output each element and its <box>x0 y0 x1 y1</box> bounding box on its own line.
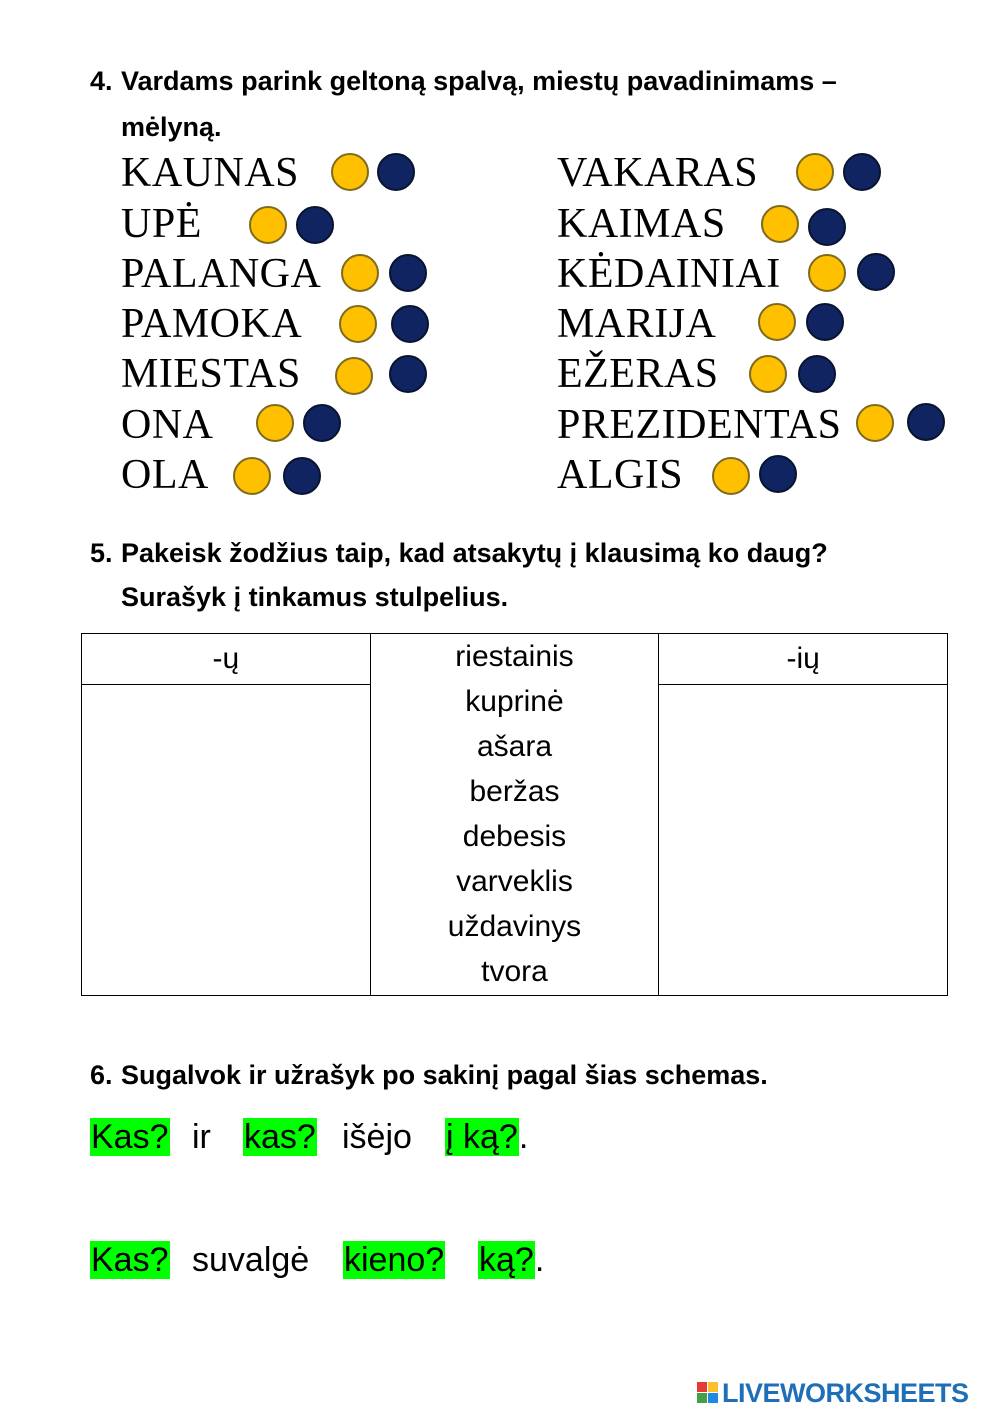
exercise-6-text: Sugalvok ir užrašyk po sakinį pagal šias schemas. <box>121 1060 768 1090</box>
blue-choice-kaunas[interactable] <box>377 153 415 191</box>
blue-choice-kaimas[interactable] <box>808 208 846 246</box>
scheme-2-word-2: suvalgė <box>192 1241 310 1279</box>
blue-choice-miestas[interactable] <box>389 355 427 393</box>
word-algis: ALGIS <box>557 452 684 498</box>
scheme-1-word-3-wrap <box>243 1113 317 1161</box>
exercise-5-line1: Pakeisk žodžius taip, kad atsakytų į klausimą ko daug? <box>121 538 828 568</box>
word-palanga: PALANGA <box>121 251 322 297</box>
scheme-1-period: . <box>518 1118 529 1156</box>
word-kaimas: KAIMAS <box>557 201 726 247</box>
scheme-2-word-3-wrap <box>343 1236 445 1284</box>
blue-choice-ola[interactable] <box>283 457 321 495</box>
word-bank-item: debesis <box>462 820 567 853</box>
word-bank-item: beržas <box>469 775 560 808</box>
yellow-choice-miestas[interactable] <box>335 357 373 395</box>
exercise-4-line1: Vardams parink geltoną spalvą, miestų pavadinimams – <box>121 66 837 96</box>
scheme-1-word-1: Kas? <box>91 1118 169 1156</box>
column-header-iu: -ių <box>659 634 948 685</box>
sorting-table <box>81 633 948 996</box>
word-prezidentas: PREZIDENTAS <box>557 402 842 448</box>
word-pamoka: PAMOKA <box>121 301 303 347</box>
blue-choice-pamoka[interactable] <box>391 305 429 343</box>
scheme-1 <box>90 1113 170 1161</box>
yellow-choice-marija[interactable] <box>758 303 796 341</box>
yellow-choice-prezidentas[interactable] <box>856 404 894 442</box>
yellow-choice-ola[interactable] <box>233 457 271 495</box>
yellow-choice-pamoka[interactable] <box>339 305 377 343</box>
exercise-6-number: 6. <box>90 1060 113 1090</box>
scheme-1-word-5-wrap <box>445 1113 528 1161</box>
exercise-5-number: 5. <box>90 538 113 568</box>
blue-choice-upe[interactable] <box>296 206 334 244</box>
blue-choice-marija[interactable] <box>806 303 844 341</box>
yellow-choice-kedainiai[interactable] <box>808 254 846 292</box>
word-ona: ONA <box>121 402 214 448</box>
column-header-u: -ų <box>82 634 371 685</box>
liveworksheets-logo <box>697 1376 969 1410</box>
yellow-choice-upe[interactable] <box>249 206 287 244</box>
word-vakaras: VAKARAS <box>557 150 759 196</box>
exercise-5-line2: Surašyk į tinkamus stulpelius. <box>121 582 509 612</box>
scheme-2-word-3: kieno? <box>344 1241 445 1279</box>
scheme-2-word-4-wrap <box>478 1236 544 1284</box>
word-bank-item: riestainis <box>455 640 574 673</box>
scheme-1-word-2: ir <box>192 1118 211 1156</box>
liveworksheets-logo-text: LIVEWORKSHEETS <box>722 1377 969 1408</box>
liveworksheets-logo-icon <box>697 1382 719 1404</box>
word-kedainiai: KĖDAINIAI <box>557 251 781 297</box>
blue-choice-algis[interactable] <box>759 455 797 493</box>
word-ezeras: EŽERAS <box>557 351 719 397</box>
exercise-4-line2: mėlyną. <box>121 112 222 142</box>
answer-area-u[interactable] <box>82 685 371 996</box>
answer-area-iu[interactable] <box>659 685 948 996</box>
word-kaunas: KAUNAS <box>121 150 300 196</box>
scheme-1-word-4: išėjo <box>342 1118 412 1156</box>
blue-choice-ona[interactable] <box>303 404 341 442</box>
scheme-1-word-5: į ką? <box>446 1118 518 1156</box>
blue-choice-palanga[interactable] <box>389 254 427 292</box>
word-ola: OLA <box>121 452 209 498</box>
word-bank-item: tvora <box>481 955 548 988</box>
word-bank <box>370 634 659 996</box>
yellow-choice-palanga[interactable] <box>341 254 379 292</box>
yellow-choice-kaimas[interactable] <box>761 205 799 243</box>
blue-choice-ezeras[interactable] <box>798 355 836 393</box>
word-bank-item: uždavinys <box>447 910 582 943</box>
yellow-choice-algis[interactable] <box>712 457 750 495</box>
scheme-2-period: . <box>534 1241 545 1279</box>
word-bank-item: varveklis <box>456 865 573 898</box>
yellow-choice-kaunas[interactable] <box>331 153 369 191</box>
word-upe: UPĖ <box>121 201 202 247</box>
scheme-2-word-4: ką? <box>479 1241 534 1279</box>
scheme-2-word-1: Kas? <box>91 1241 169 1279</box>
word-marija: MARIJA <box>557 301 717 347</box>
word-miestas: MIESTAS <box>121 351 301 397</box>
exercise-4-number: 4. <box>90 66 113 96</box>
yellow-choice-vakaras[interactable] <box>796 153 834 191</box>
word-bank-item: ašara <box>476 730 552 763</box>
yellow-choice-ezeras[interactable] <box>749 355 787 393</box>
blue-choice-vakaras[interactable] <box>843 153 881 191</box>
scheme-1-word-3: kas? <box>244 1118 316 1156</box>
blue-choice-prezidentas[interactable] <box>907 403 945 441</box>
blue-choice-kedainiai[interactable] <box>857 253 895 291</box>
word-bank-item: kuprinė <box>465 685 564 718</box>
scheme-2 <box>90 1236 170 1284</box>
yellow-choice-ona[interactable] <box>256 404 294 442</box>
